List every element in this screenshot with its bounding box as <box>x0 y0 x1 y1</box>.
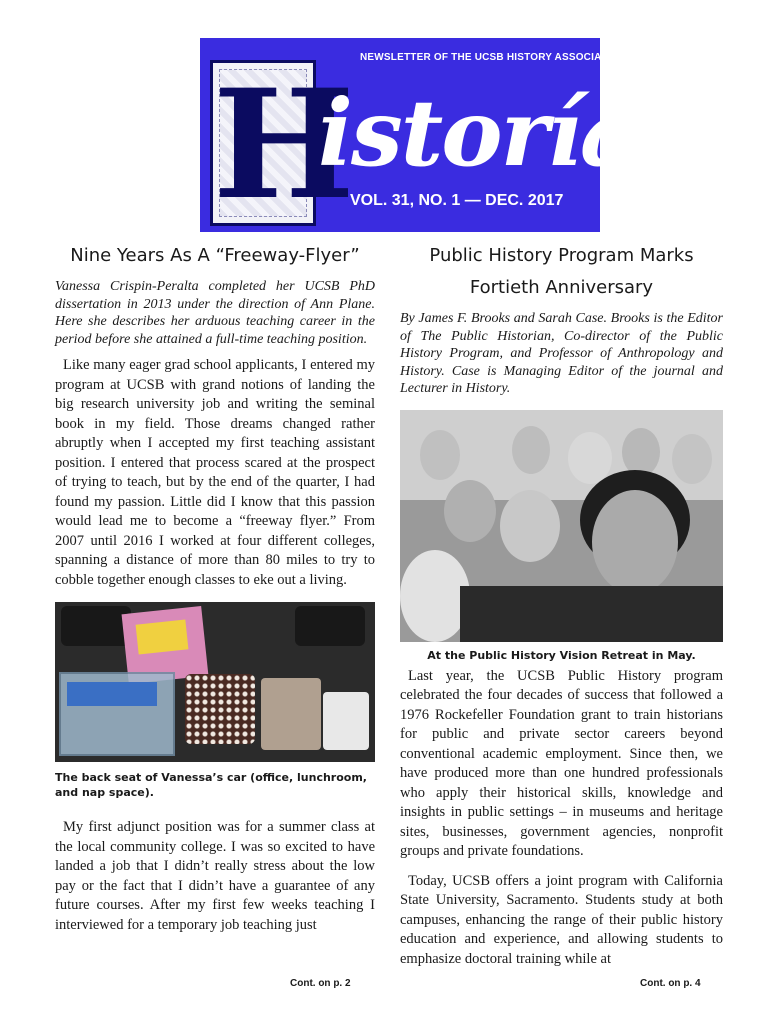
bin-contents <box>67 682 157 706</box>
car-photo-caption: The back seat of Vanessa’s car (office, lunchroom, and nap space). <box>55 771 367 799</box>
volume-issue-date: VOL. 31, NO. 1 — DEC. 2017 <box>350 192 564 209</box>
person-face <box>420 430 460 480</box>
person-face <box>672 434 712 484</box>
right-article <box>400 240 723 969</box>
person-face <box>512 426 550 474</box>
left-article-title: Nine Years As A “Freeway-Flyer” <box>70 245 360 266</box>
seat-headrest <box>295 606 365 646</box>
car-backseat-photo <box>55 602 375 762</box>
right-article-byline: By James F. Brooks and Sarah Case. Brooks is the Editor of The Public Historian, Co-director of the Public History Program, and Professor of Anthropology and History. Case is Managing Editor of the journal and Lecturer in History. <box>400 311 723 396</box>
paper-roll <box>323 692 369 750</box>
person-face <box>500 490 560 562</box>
initial-letter: H <box>213 57 355 233</box>
polka-dot-bag <box>185 674 255 744</box>
right-article-paragraph-1: Last year, the UCSB Public History program celebrated the four decades of success that followed a 1976 Rockefeller Foundation grant to train historians for public and private sector careers beyond conventional academic employment. Since then, we have produced more than one hundred professionals who apply their historical skills, knowledge and insights in public settings – in museums and heritage sites, businesses, government agencies, nonprofit groups and private foundations. <box>400 667 723 859</box>
right-article-title: Public History Program Marks Fortieth Anniversary <box>429 245 694 298</box>
masthead-title: istoría <box>318 79 638 187</box>
left-article-paragraph-1: Like many eager grad school applicants, I entered my program at UCSB with grand notions of landing the big research university job and writing the seminal book in my field. Those dreams changed rather abruptly when I accepted my first teaching assistant position. I entered that process scared at the prospect of trying to teach, but by the end of the quarter, I had found my passion. Little did I know that this passion would lead me to become a “freeway flyer.” From 2007 until 2016 I worked at four different colleges, spanning a distance of more than 80 miles to try to cobble together enough classes to eke out a living. <box>55 357 375 588</box>
poster-board-accent <box>136 619 189 654</box>
continued-page-4: Cont. on p. 4 <box>640 978 701 989</box>
tote-bag <box>261 678 321 750</box>
left-article <box>55 240 375 935</box>
dark-clothing <box>460 586 723 642</box>
right-article-paragraph-2: Today, UCSB offers a joint program with California State University, Sacramento. Students study at both campuses, enhancing the range of their public history education and experience, and allowing students to emphasize doctoral training while at <box>400 872 723 967</box>
group-selfie-photo <box>400 410 723 642</box>
masthead <box>200 38 638 233</box>
newsletter-tagline: NEWSLETTER OF THE UCSB HISTORY ASSOCIATES <box>360 52 621 63</box>
continued-page-2: Cont. on p. 2 <box>290 978 351 989</box>
seat-headrest <box>61 606 131 646</box>
person-face <box>568 432 612 484</box>
left-article-intro: Vanessa Crispin-Peralta completed her UCSB PhD dissertation in 2013 under the direction of Ann Plane. Here she describes her arduous teaching career in the period before she attained a full-time teaching position. <box>55 279 375 347</box>
ornamental-initial <box>210 57 355 233</box>
person-face <box>622 428 660 476</box>
person-face <box>444 480 496 542</box>
person-face <box>592 490 678 594</box>
group-photo-caption: At the Public History Vision Retreat in May. <box>427 648 696 662</box>
left-article-paragraph-2: My first adjunct position was for a summer class at the local community college. I was so excited to have landed a job that I didn’t really stress about the low pay or the fact that I didn’t have a guarantee of any future courses. After my first few weeks teaching I interviewed for a temporary job teaching just <box>55 819 375 933</box>
